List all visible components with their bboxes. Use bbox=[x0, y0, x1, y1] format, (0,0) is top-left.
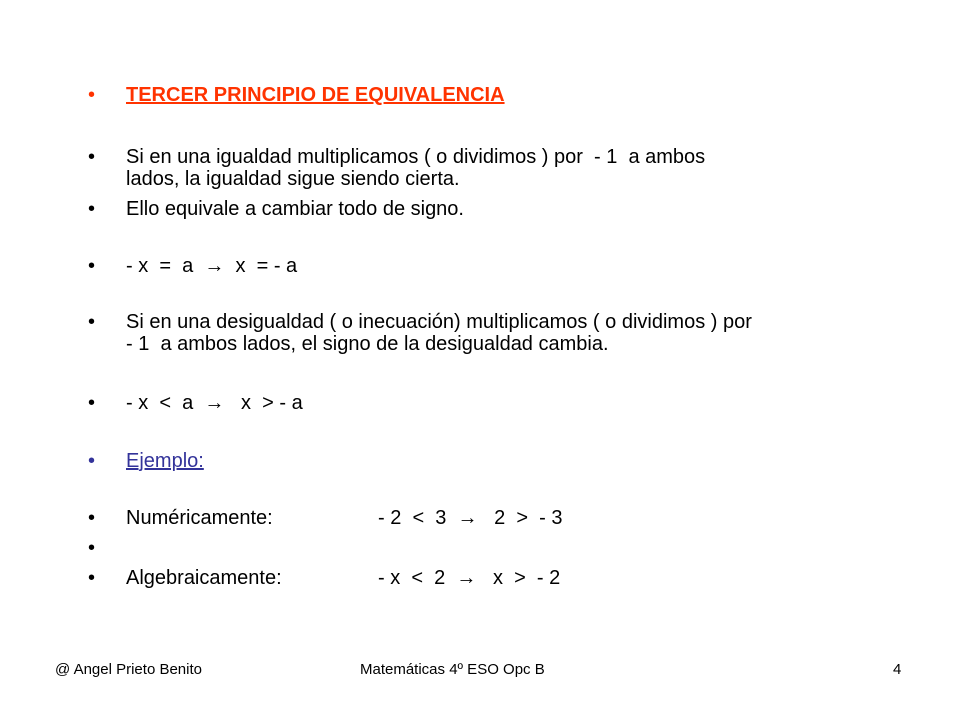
bullet-dot: • bbox=[88, 255, 96, 277]
paragraph-2-text: Ello equivale a cambiar todo de signo. bbox=[126, 198, 464, 220]
bullet-dot: • bbox=[88, 537, 96, 559]
equation-2-text: - x < a → x > - a bbox=[126, 392, 303, 414]
numeric-example-text bbox=[126, 507, 886, 529]
bullet-dot: • bbox=[88, 198, 96, 220]
paragraph-3-text: Si en una desigualdad ( o inecuación) multiplicamos ( o dividimos ) por - 1 a ambos lados, el signo de la desigualdad cambia. bbox=[126, 311, 752, 355]
equation-1-text: - x = a → x = - a bbox=[126, 255, 298, 277]
bullet-dot: • bbox=[88, 392, 96, 414]
numeric-expression: - 2 < 3 → 2 > - 3 bbox=[378, 507, 563, 529]
example-label: Ejemplo: bbox=[126, 450, 204, 472]
bullet-dot: • bbox=[88, 84, 96, 106]
bullet-dot: • bbox=[88, 311, 96, 333]
algebraic-example-text bbox=[126, 567, 886, 589]
bullet-dot: • bbox=[88, 567, 96, 589]
algebraic-label: Algebraicamente: bbox=[126, 567, 282, 589]
numeric-label: Numéricamente: bbox=[126, 507, 273, 529]
algebraic-expression: - x < 2 → x > - 2 bbox=[378, 567, 561, 589]
bullet-dot: • bbox=[88, 450, 96, 472]
bullet-dot: • bbox=[88, 146, 96, 168]
paragraph-1-text: Si en una igualdad multiplicamos ( o dividimos ) por - 1 a ambos lados, la igualdad sigue siendo cierta. bbox=[126, 146, 706, 190]
bullet-dot: • bbox=[88, 507, 96, 529]
footer-course: Matemáticas 4º ESO Opc B bbox=[360, 661, 545, 678]
footer-author: @ Angel Prieto Benito bbox=[55, 661, 202, 678]
slide-title: TERCER PRINCIPIO DE EQUIVALENCIA bbox=[126, 84, 505, 106]
footer-page-number: 4 bbox=[893, 661, 902, 678]
